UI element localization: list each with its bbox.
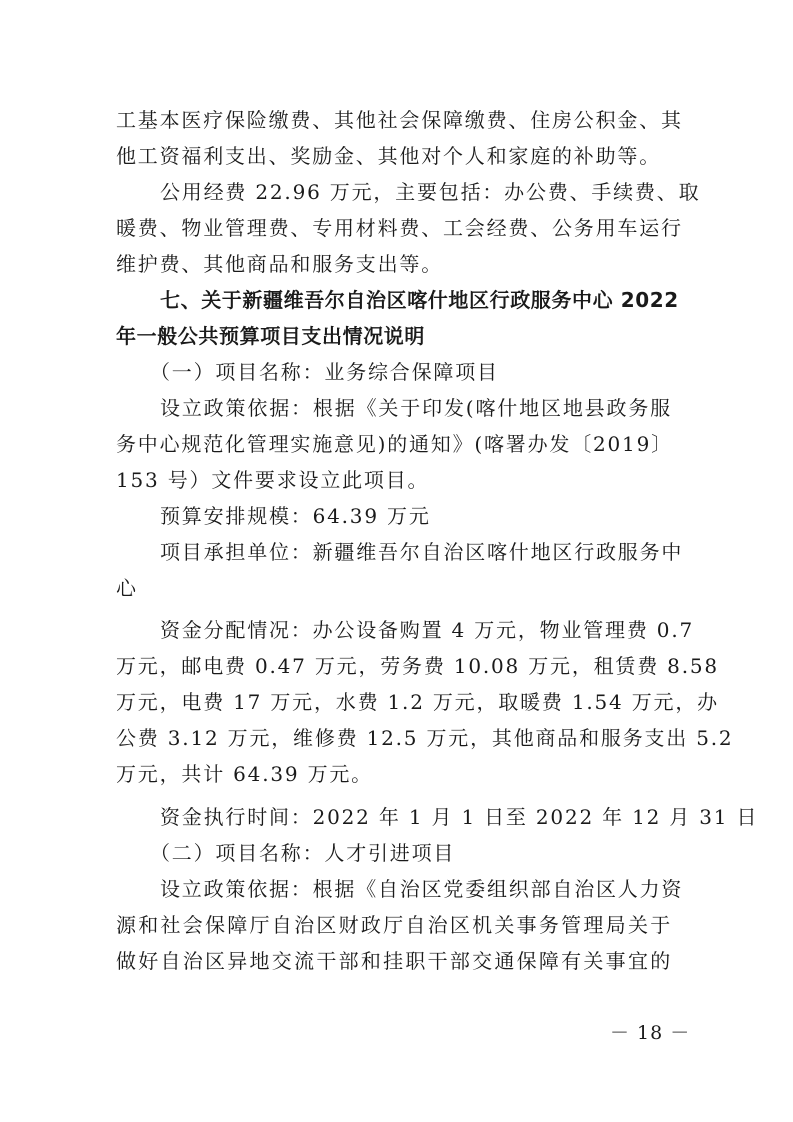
section-heading: 七、关于新疆维吾尔自治区喀什地区行政服务中心 2022 [160, 288, 679, 312]
body-text-line: 万元，电费 17 万元，水费 1.2 万元，取暖费 1.54 万元，办 [116, 690, 719, 714]
body-text-line: 务中心规范化管理实施意见)的通知》(喀署办发〔2019〕 [116, 432, 673, 456]
subsection-title: （二）项目名称：人才引进项目 [150, 841, 456, 865]
body-text-line: 万元，邮电费 0.47 万元，劳务费 10.08 万元，租赁费 8.58 [116, 654, 719, 678]
body-text-line: 公用经费 22.96 万元，主要包括：办公费、手续费、取 [160, 180, 701, 204]
body-text-line: 心 [116, 576, 138, 600]
body-text-line: 源和社会保障厅自治区财政厅自治区机关事务管理局关于 [116, 913, 672, 937]
section-heading: 年一般公共预算项目支出情况说明 [116, 324, 425, 348]
body-text-line: 资金分配情况：办公设备购置 4 万元，物业管理费 0.7 [160, 618, 695, 642]
subsection-title: （一）项目名称：业务综合保障项目 [150, 360, 499, 384]
body-text-line: 设立政策依据：根据《关于印发(喀什地区地县政务服 [160, 396, 672, 420]
body-text-line: 153 号）文件要求设立此项目。 [116, 468, 430, 492]
body-text-line: 他工资福利支出、奖励金、其他对个人和家庭的补助等。 [116, 144, 661, 168]
body-text-line: 设立政策依据：根据《自治区党委组织部自治区人力资 [160, 877, 684, 901]
body-text-line: 资金执行时间：2022 年 1 月 1 日至 2022 年 12 月 31 日 [160, 805, 759, 829]
page-number: － 18 － [610, 1022, 691, 1044]
body-text-line: 暖费、物业管理费、专用材料费、工会经费、公务用车运行 [116, 216, 683, 240]
body-text-line: 万元，共计 64.39 万元。 [116, 762, 373, 786]
body-text-line: 做好自治区异地交流干部和挂职干部交通保障有关事宜的 [116, 949, 672, 973]
body-text-line: 工基本医疗保险缴费、其他社会保障缴费、住房公积金、其 [116, 108, 683, 132]
body-text-line: 项目承担单位：新疆维吾尔自治区喀什地区行政服务中 [160, 540, 684, 564]
body-text-line: 维护费、其他商品和服务支出等。 [116, 252, 443, 276]
body-text-line: 预算安排规模：64.39 万元 [160, 504, 431, 528]
body-text-line: 公费 3.12 万元，维修费 12.5 万元，其他商品和服务支出 5.2 [116, 726, 734, 750]
